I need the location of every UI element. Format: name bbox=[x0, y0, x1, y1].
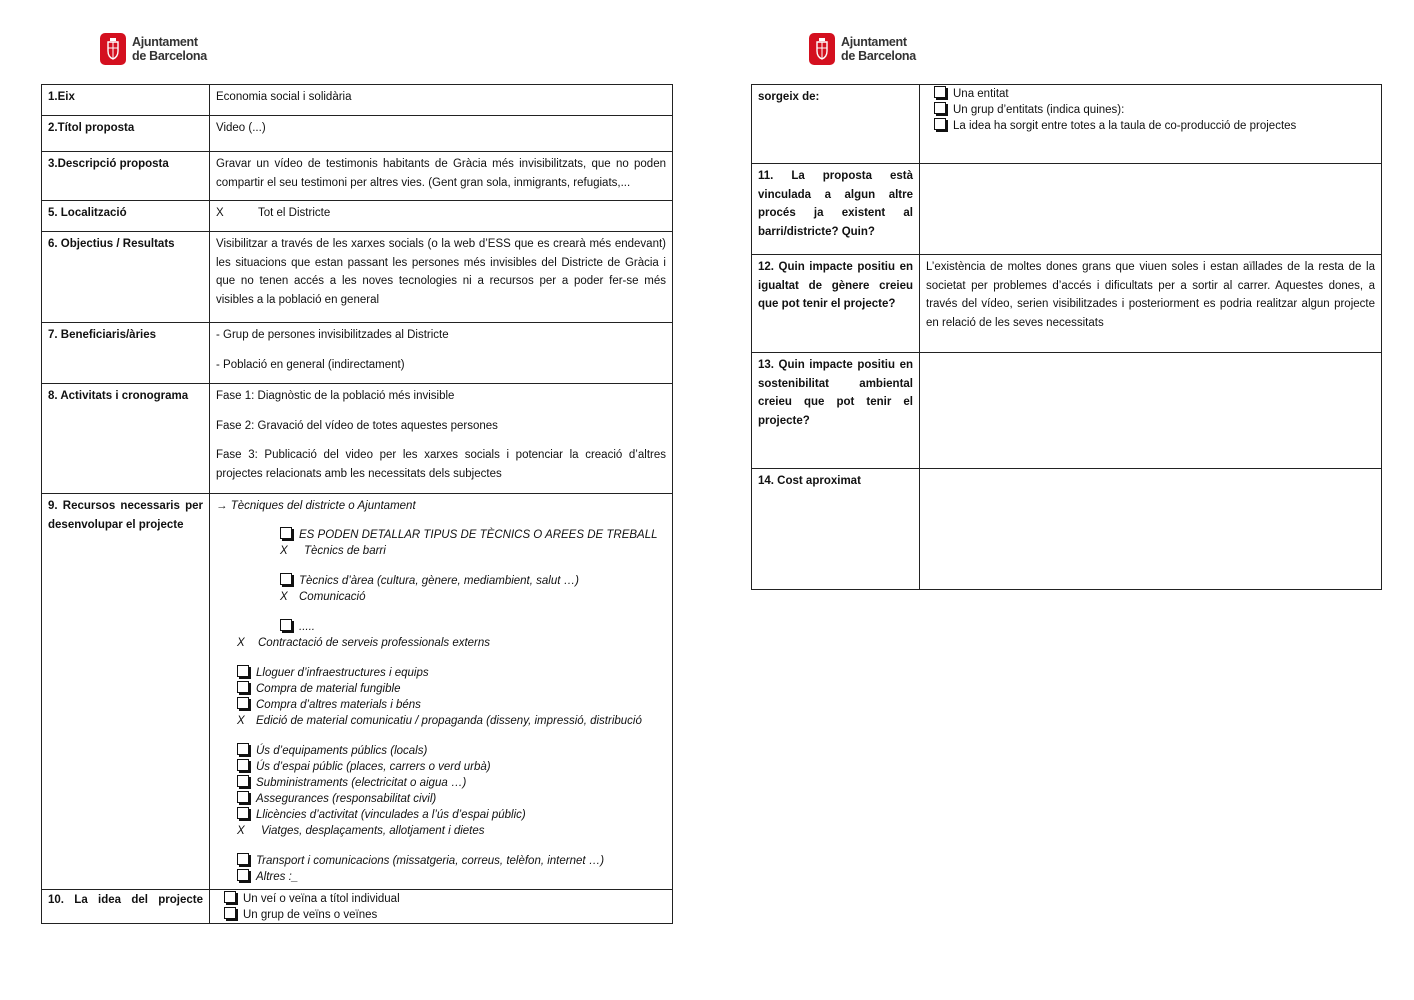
label-13: 13. Quin impacte positiu en sostenibilitat ambiental creieu que pot tenir el projecte? bbox=[752, 353, 920, 469]
check-x-mark: X bbox=[237, 825, 245, 837]
checkbox-icon[interactable] bbox=[237, 853, 249, 865]
row-objectius bbox=[42, 232, 673, 323]
beneficiaris-line-2: - Població en general (indirectament) bbox=[216, 358, 405, 371]
checkbox-icon[interactable] bbox=[237, 791, 249, 803]
checkbox-icon[interactable] bbox=[280, 527, 292, 539]
form-page-2 bbox=[751, 84, 1382, 590]
value-localitzacio bbox=[210, 201, 673, 232]
check-x-mark: X bbox=[237, 637, 245, 649]
label-sorgeix: sorgeix de: bbox=[752, 85, 920, 164]
row-14 bbox=[752, 469, 1382, 590]
recursos-sub1-text: ES PODEN DETALLAR TIPUS DE TÈCNICS O AREES DE TREBALL bbox=[299, 529, 658, 541]
logo-line-2: de Barcelona bbox=[841, 49, 916, 63]
label-titol: 2.Títol proposta bbox=[42, 116, 210, 152]
checkbox-label: La idea ha sorgit entre totes a la taula de co-producció de projectes bbox=[953, 120, 1297, 132]
value-sorgeix bbox=[920, 85, 1382, 164]
contractacio-line bbox=[237, 635, 670, 651]
label-descripcio: 3.Descripció proposta bbox=[42, 152, 210, 201]
checkbox-item bbox=[237, 791, 670, 807]
label-14: 14. Cost aproximat bbox=[752, 469, 920, 590]
tecnics-barri-text: Tècnics de barri bbox=[304, 545, 386, 557]
recursos-intro: → Tècniques del districte o Ajuntament bbox=[216, 500, 416, 512]
value-recursos bbox=[210, 494, 673, 890]
checkbox-label: Ús d’espai públic (places, carrers o verd urbà) bbox=[256, 761, 491, 773]
row-idea bbox=[42, 890, 673, 924]
checkbox-item bbox=[224, 907, 666, 923]
row-localitzacio bbox=[42, 201, 673, 232]
contractacio-text: Contractació de serveis professionals externs bbox=[258, 637, 491, 649]
recursos-sub3 bbox=[280, 619, 670, 635]
value-idea bbox=[210, 890, 673, 924]
viatges-text: Viatges, desplaçaments, allotjament i dietes bbox=[261, 825, 485, 837]
checkbox-label: Assegurances (responsabilitat civil) bbox=[256, 793, 437, 805]
checkbox-item bbox=[237, 759, 670, 775]
value-descripcio: Gravar un vídeo de testimonis habitants de Gràcia més invisibilitzats, que no poden compartir el seu testimoni per altres vies. (Gent gran sola, inmigrants, refugiats,... bbox=[210, 152, 673, 201]
checkbox-item bbox=[237, 869, 670, 885]
checkbox-item bbox=[237, 665, 670, 681]
value-13 bbox=[920, 353, 1382, 469]
row-eix bbox=[42, 85, 673, 116]
checkbox-icon[interactable] bbox=[280, 619, 292, 631]
row-beneficiaris bbox=[42, 323, 673, 384]
label-beneficiaris: 7. Beneficiaris/àries bbox=[42, 323, 210, 384]
edicio-line bbox=[237, 713, 670, 729]
checkbox-icon[interactable] bbox=[934, 102, 946, 114]
checkbox-icon[interactable] bbox=[934, 118, 946, 130]
logo-line-2: de Barcelona bbox=[132, 49, 207, 63]
row-titol bbox=[42, 116, 673, 152]
checkbox-item bbox=[237, 853, 670, 869]
row-12 bbox=[752, 255, 1382, 353]
checkbox-label: Lloguer d’infraestructures i equips bbox=[256, 667, 429, 679]
recursos-sub2 bbox=[280, 573, 670, 589]
row-13 bbox=[752, 353, 1382, 469]
checkbox-icon[interactable] bbox=[224, 891, 236, 903]
idea-options-list bbox=[224, 891, 666, 923]
checkbox-item bbox=[934, 86, 1375, 102]
checkbox-icon[interactable] bbox=[237, 697, 249, 709]
checkbox-label: Altres :_ bbox=[256, 871, 299, 883]
checkbox-icon[interactable] bbox=[237, 869, 249, 881]
label-idea bbox=[42, 890, 210, 924]
fase-1: Fase 1: Diagnòstic de la població més invisible bbox=[216, 390, 455, 402]
edicio-text: Edició de material comunicatiu / propaganda (disseny, impressió, distribució bbox=[256, 715, 642, 727]
checkbox-label: Un grup de veïns o veïnes bbox=[243, 909, 378, 921]
checkbox-item bbox=[237, 743, 670, 759]
value-14 bbox=[920, 469, 1382, 590]
checkbox-label: Compra de material fungible bbox=[256, 683, 401, 695]
checkbox-label: Una entitat bbox=[953, 88, 1009, 100]
label-eix: 1.Eix bbox=[42, 85, 210, 116]
checkbox-icon[interactable] bbox=[237, 807, 249, 819]
row-11 bbox=[752, 164, 1382, 255]
value-objectius: Visibilitzar a través de les xarxes socials (o la web d’ESS que es crearà més endevant) les situacions que estan passant les persones més invisibles del Districte de Gràcia i que no tenen accés a les noves tecnologies ni a recursos per a poder fer-se més visibles a la població en general bbox=[210, 232, 673, 323]
fase-3: Fase 3: Publicació del video per les xarxes socials i potenciar la creació d’altres projectes relacionats amb les necessitats dels subjectes bbox=[216, 449, 666, 480]
logo-left bbox=[100, 33, 207, 65]
label-recursos: 9. Recursos necessaris per desenvolupar el projecte bbox=[42, 494, 210, 890]
barcelona-shield-icon bbox=[100, 33, 126, 65]
barcelona-shield-icon bbox=[809, 33, 835, 65]
logo-line-1: Ajuntament bbox=[841, 35, 907, 49]
label-idea-text: 10. La idea del projecte bbox=[48, 894, 203, 906]
recursos-sub1 bbox=[280, 527, 670, 543]
value-titol: Video (...) bbox=[210, 116, 673, 152]
checkbox-label: Un grup d’entitats (indica quines): bbox=[953, 104, 1125, 116]
value-eix: Economia social i solidària bbox=[210, 85, 673, 116]
label-localitzacio: 5. Localització bbox=[42, 201, 210, 232]
items-c-list bbox=[237, 853, 670, 885]
beneficiaris-line-1: - Grup de persones invisibilitzades al Districte bbox=[216, 329, 449, 341]
checkbox-icon[interactable] bbox=[237, 665, 249, 677]
logo-right bbox=[809, 33, 916, 65]
checkbox-label: Un veí o veïna a títol individual bbox=[243, 893, 400, 905]
checkbox-icon[interactable] bbox=[237, 775, 249, 787]
items-a-list bbox=[237, 665, 670, 713]
comunicacio-text: Comunicació bbox=[299, 591, 366, 603]
checkbox-item bbox=[934, 118, 1375, 134]
localitzacio-text: Tot el Districte bbox=[258, 207, 331, 219]
row-sorgeix bbox=[752, 85, 1382, 164]
checkbox-label: Llicències d’activitat (vinculades a l’ús d’espai públic) bbox=[256, 809, 526, 821]
checkbox-label: Subministraments (electricitat o aigua …) bbox=[256, 777, 467, 789]
recursos-sub3-text: ..... bbox=[299, 621, 315, 633]
row-recursos bbox=[42, 494, 673, 890]
row-activitats bbox=[42, 384, 673, 494]
fase-2: Fase 2: Gravació del vídeo de totes aquestes persones bbox=[216, 419, 498, 432]
recursos-sub2-text: Tècnics d’àrea (cultura, gènere, mediambient, salut …) bbox=[299, 575, 579, 587]
checkbox-item bbox=[237, 697, 670, 713]
checkbox-item bbox=[237, 807, 670, 823]
checkbox-icon[interactable] bbox=[237, 681, 249, 693]
value-beneficiaris bbox=[210, 323, 673, 384]
checkbox-icon[interactable] bbox=[237, 759, 249, 771]
localitzacio-mark: X bbox=[216, 207, 224, 219]
label-activitats: 8. Activitats i cronograma bbox=[42, 384, 210, 494]
checkbox-item bbox=[224, 891, 666, 907]
checkbox-icon[interactable] bbox=[237, 743, 249, 755]
logo-line-1: Ajuntament bbox=[132, 35, 198, 49]
form-page-1 bbox=[41, 84, 673, 924]
label-11: 11. La proposta està vinculada a algun altre procés ja existent al barri/districte? Quin? bbox=[752, 164, 920, 255]
checkbox-item bbox=[237, 775, 670, 791]
label-objectius: 6. Objectius / Resultats bbox=[42, 232, 210, 323]
checkbox-icon[interactable] bbox=[224, 907, 236, 919]
checkbox-label: Ús d’equipaments públics (locals) bbox=[256, 745, 428, 757]
viatges-line bbox=[237, 823, 670, 839]
items-b-list bbox=[237, 743, 670, 823]
check-x-mark: X bbox=[237, 715, 245, 727]
checkbox-label: Transport i comunicacions (missatgeria, correus, telèfon, internet …) bbox=[256, 855, 605, 867]
checkbox-item bbox=[934, 102, 1375, 118]
checkbox-icon[interactable] bbox=[280, 573, 292, 585]
recursos-sub1-x bbox=[280, 543, 670, 559]
value-activitats bbox=[210, 384, 673, 494]
label-12: 12. Quin impacte positiu en igualtat de gènere creieu que pot tenir el projecte? bbox=[752, 255, 920, 353]
recursos-sub2-x bbox=[280, 589, 670, 605]
row-descripcio bbox=[42, 152, 673, 201]
sorgeix-options-list bbox=[934, 86, 1375, 134]
check-x-mark: X bbox=[280, 545, 288, 557]
checkbox-icon[interactable] bbox=[934, 86, 946, 98]
checkbox-label: Compra d’altres materials i béns bbox=[256, 699, 421, 711]
value-11 bbox=[920, 164, 1382, 255]
checkbox-item bbox=[237, 681, 670, 697]
value-12: L’existència de moltes dones grans que viuen soles i estan aïllades de la resta de la societat per problemes d’accés i dificultats per a sortir al carrer. Aquestes dones, a través del vídeo, serien visibilitzades i posteriorment es podria realitzar algun projecte en relació de les seves necessitats bbox=[920, 255, 1382, 353]
check-x-mark: X bbox=[280, 591, 288, 603]
